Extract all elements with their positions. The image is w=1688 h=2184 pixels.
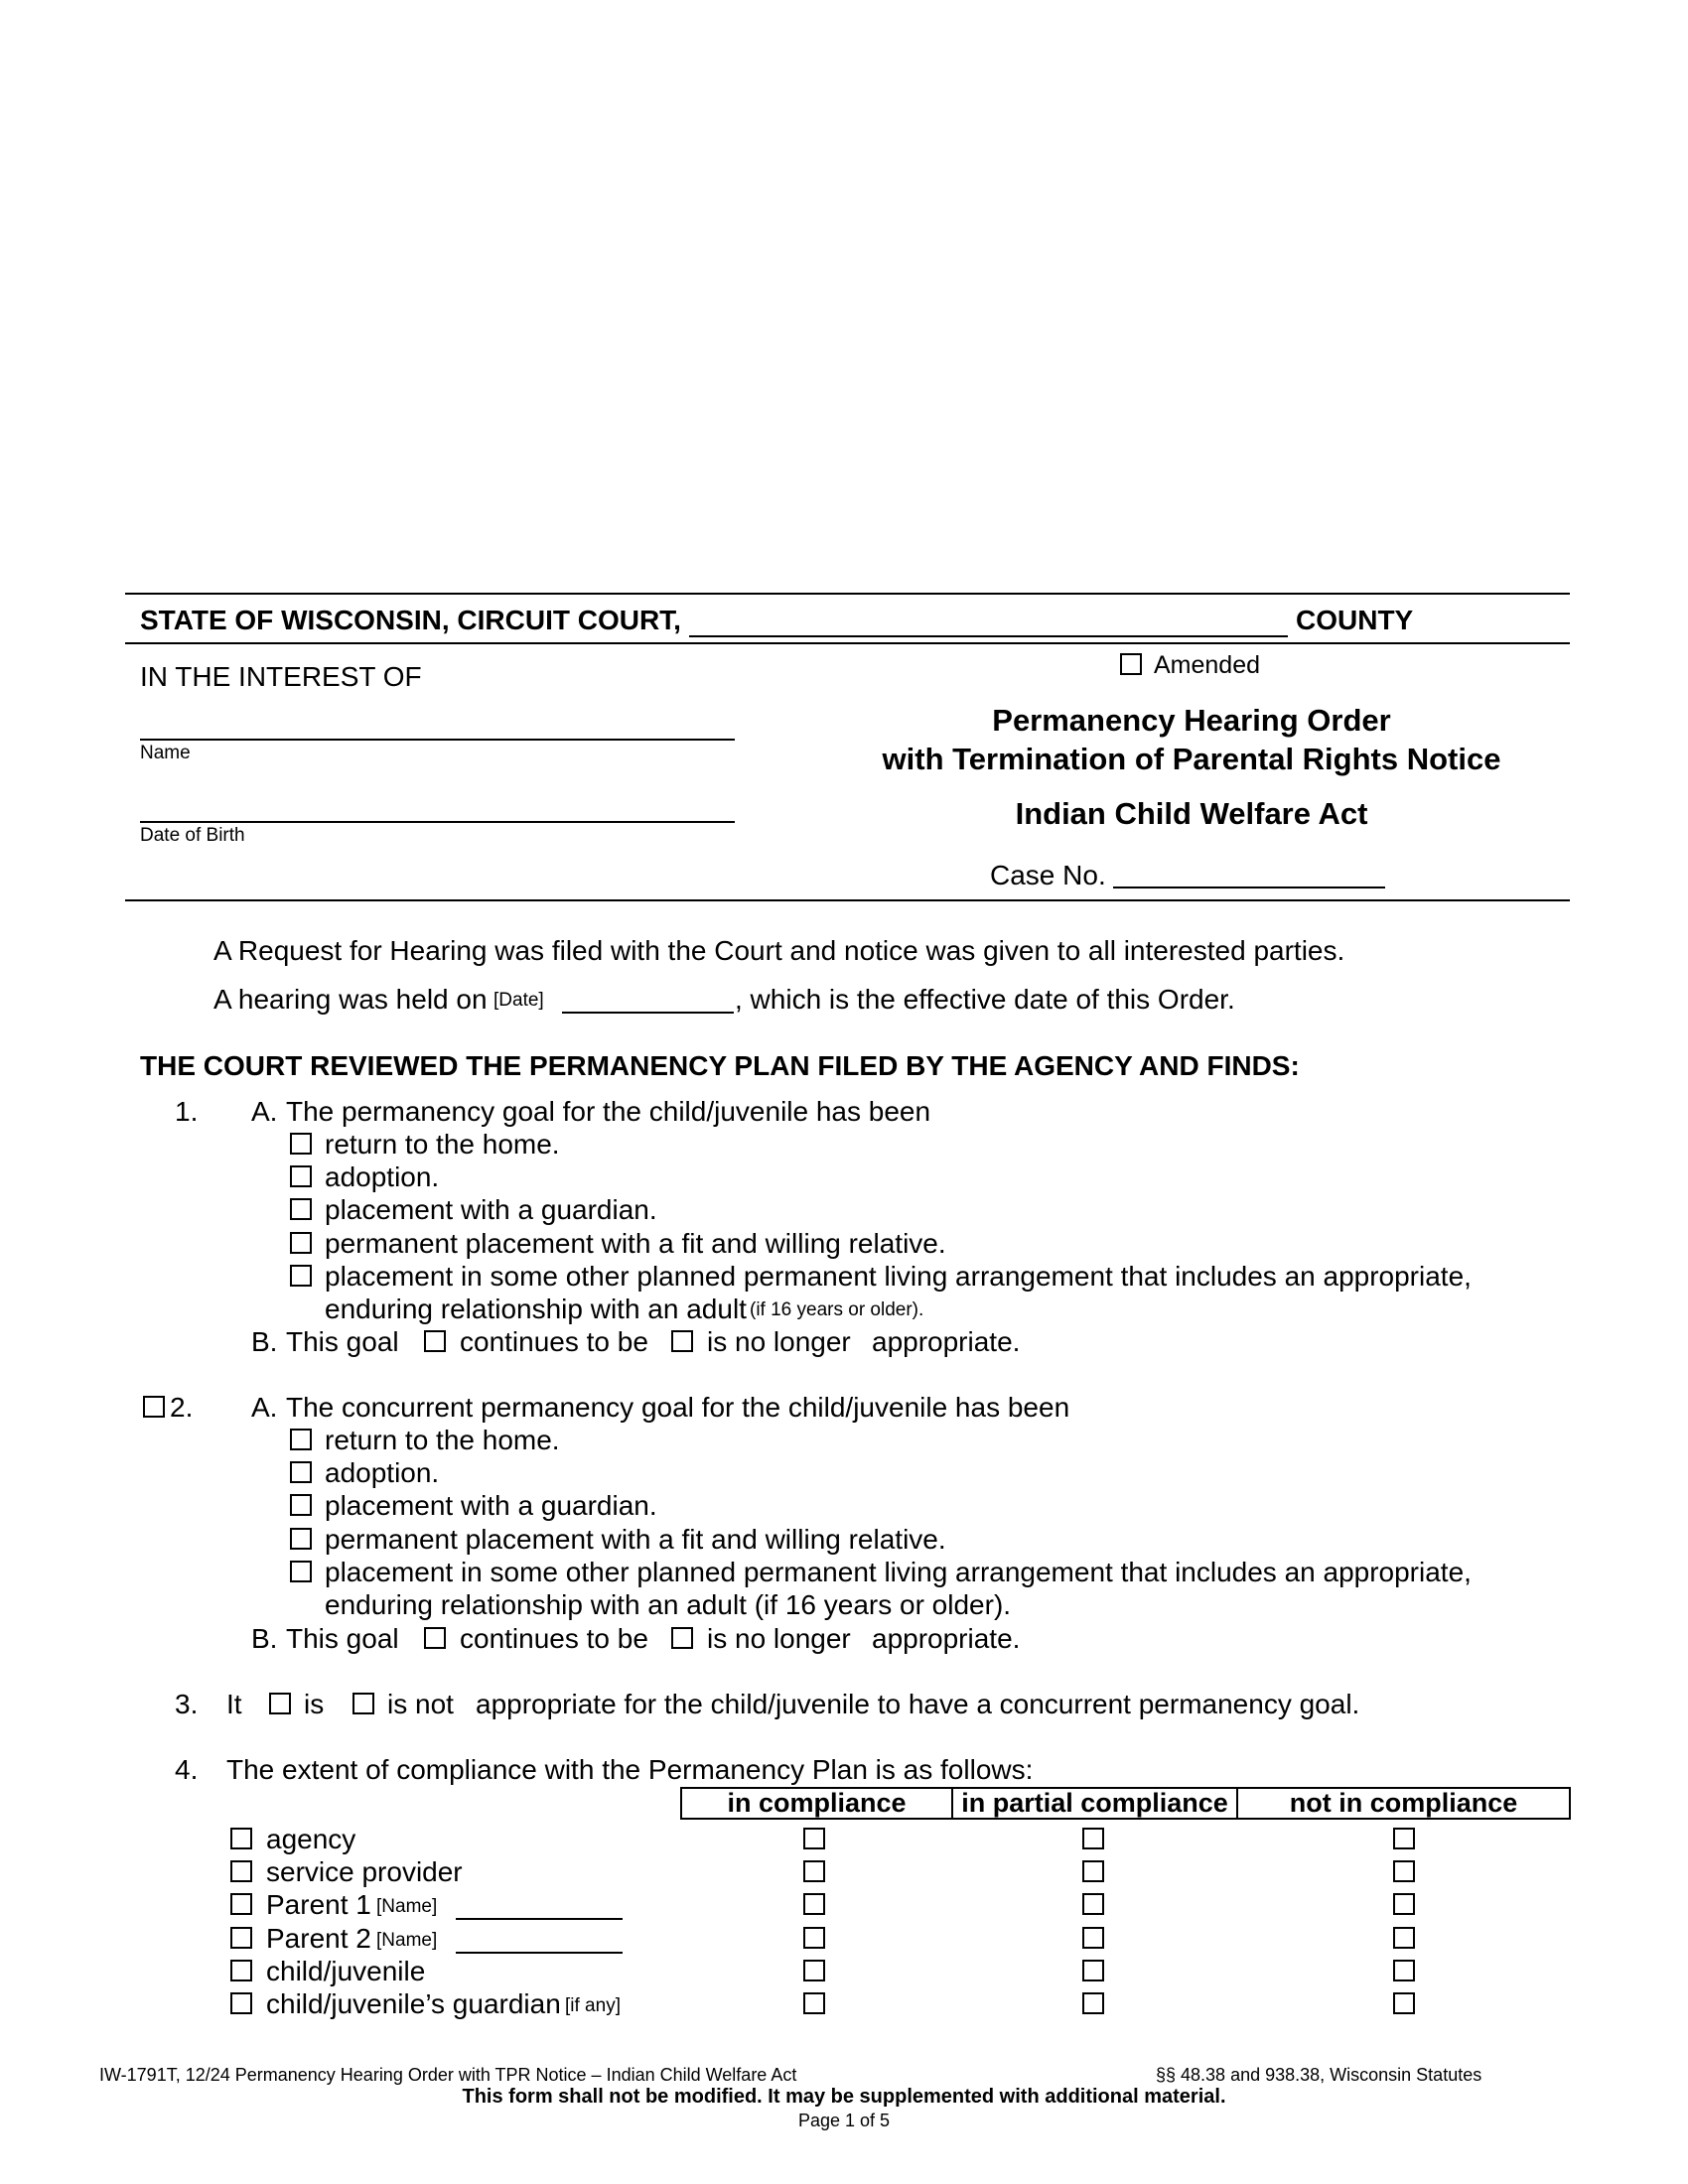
intro-line2-suffix: , which is the effective date of this Order. [735, 984, 1235, 1015]
row-guardian-label: child/juvenile’s guardian [266, 1988, 561, 2019]
s3-tail: appropriate for the child/juvenile to have a concurrent permanency goal. [476, 1689, 1360, 1719]
s2-opt3-checkbox[interactable] [290, 1494, 312, 1516]
intro-line1: A Request for Hearing was filed with the Court and notice was given to all interested parties. [213, 935, 1345, 966]
s1-continues-label: continues to be [460, 1326, 648, 1357]
form-title-line2: with Termination of Parental Rights Notice [882, 742, 1501, 776]
row-parent2-checkbox[interactable] [230, 1927, 252, 1949]
form-subtitle: Indian Child Welfare Act [1015, 796, 1368, 831]
row-parent1-hint: [Name] [376, 1896, 438, 1917]
parent1-partial[interactable] [1082, 1893, 1104, 1915]
agency-partial[interactable] [1082, 1828, 1104, 1849]
s4-text: The extent of compliance with the Permanency Plan is as follows: [226, 1754, 1034, 1785]
s2-appropriate: appropriate. [872, 1623, 1021, 1654]
guardian-not[interactable] [1393, 1992, 1415, 2014]
dob-caption: Date of Birth [140, 825, 245, 846]
s3-is-label: is [304, 1689, 325, 1719]
s1-b-label: B. [251, 1326, 278, 1357]
s1-continues-checkbox[interactable] [424, 1330, 446, 1352]
s2-a-label: A. [251, 1392, 278, 1423]
child-in-compliance[interactable] [803, 1960, 825, 1981]
parent1-not[interactable] [1393, 1893, 1415, 1915]
header-rule-2 [125, 642, 1570, 644]
s1-a-label: A. [251, 1096, 278, 1127]
s1-b-text: This goal [286, 1326, 399, 1357]
s2-opt1-label: return to the home. [325, 1425, 560, 1455]
s1-number: 1. [175, 1096, 199, 1127]
row-agency-checkbox[interactable] [230, 1828, 252, 1849]
s2-number: 2. [170, 1392, 194, 1423]
row-service-provider-label: service provider [266, 1856, 463, 1887]
row-service-provider-checkbox[interactable] [230, 1860, 252, 1882]
row-child-label: child/juvenile [266, 1956, 426, 1986]
row-agency-label: agency [266, 1824, 356, 1854]
service-provider-partial[interactable] [1082, 1860, 1104, 1882]
s1-opt5-checkbox[interactable] [290, 1265, 312, 1287]
interest-of-label: IN THE INTEREST OF [140, 661, 422, 692]
col-not-in-compliance: not in compliance [1236, 1787, 1571, 1820]
s2-a-text: The concurrent permanency goal for the child/juvenile has been [286, 1392, 1070, 1423]
row-child-checkbox[interactable] [230, 1960, 252, 1981]
s1-no-longer-label: is no longer [707, 1326, 851, 1357]
child-partial[interactable] [1082, 1960, 1104, 1981]
service-provider-not[interactable] [1393, 1860, 1415, 1882]
s1-opt3-checkbox[interactable] [290, 1198, 312, 1220]
hearing-date-field[interactable] [562, 1012, 734, 1014]
parent2-not[interactable] [1393, 1927, 1415, 1949]
s1-opt2-label: adoption. [325, 1161, 440, 1192]
amended-label: Amended [1154, 651, 1261, 679]
col-partial-compliance: in partial compliance [951, 1787, 1238, 1820]
row-parent2-hint: [Name] [376, 1930, 438, 1951]
findings-heading: THE COURT REVIEWED THE PERMANENCY PLAN FILED BY THE AGENCY AND FINDS: [140, 1050, 1300, 1081]
service-provider-in-compliance[interactable] [803, 1860, 825, 1882]
s2-opt5-cont: enduring relationship with an adult (if 16 years or older). [325, 1589, 1012, 1620]
case-no-field[interactable] [1113, 887, 1385, 888]
s1-appropriate: appropriate. [872, 1326, 1021, 1357]
s2-b-text: This goal [286, 1623, 399, 1654]
row-parent1-checkbox[interactable] [230, 1893, 252, 1915]
s2-no-longer-label: is no longer [707, 1623, 851, 1654]
s1-opt4-checkbox[interactable] [290, 1232, 312, 1254]
s2-continues-label: continues to be [460, 1623, 648, 1654]
footer-page: Page 1 of 5 [797, 2111, 891, 2130]
county-name-field[interactable] [689, 635, 1288, 637]
footer-form-id: IW-1791T, 12/24 Permanency Hearing Order with TPR Notice – Indian Child Welfare Act [99, 2065, 797, 2085]
s1-opt2-checkbox[interactable] [290, 1165, 312, 1187]
guardian-in-compliance[interactable] [803, 1992, 825, 2014]
dob-field[interactable] [140, 821, 735, 823]
name-caption: Name [140, 743, 191, 763]
row-parent2-label: Parent 2 [266, 1923, 371, 1954]
header-top-rule [125, 593, 1570, 595]
s2-opt2-checkbox[interactable] [290, 1461, 312, 1483]
s2-opt5-checkbox[interactable] [290, 1561, 312, 1582]
guardian-partial[interactable] [1082, 1992, 1104, 2014]
s3-lead: It [226, 1689, 242, 1719]
name-field[interactable] [140, 739, 735, 741]
row-guardian-checkbox[interactable] [230, 1992, 252, 2014]
agency-not[interactable] [1393, 1828, 1415, 1849]
header-bottom-rule [125, 899, 1570, 901]
s1-no-longer-checkbox[interactable] [671, 1330, 693, 1352]
county-label: COUNTY [1296, 605, 1414, 635]
parent1-name-field[interactable] [456, 1918, 623, 1920]
s2-opt3-label: placement with a guardian. [325, 1490, 657, 1521]
s2-opt5-label: placement in some other planned permanent living arrangement that includes an appropriate, [325, 1557, 1472, 1587]
s3-number: 3. [175, 1689, 199, 1719]
footer-notice: This form shall not be modified. It may be supplemented with additional material. [462, 2086, 1226, 2108]
s2-checkbox[interactable] [143, 1396, 165, 1418]
s1-opt1-label: return to the home. [325, 1129, 560, 1160]
s2-no-longer-checkbox[interactable] [671, 1627, 693, 1649]
s2-opt2-label: adoption. [325, 1457, 440, 1488]
s2-opt1-checkbox[interactable] [290, 1429, 312, 1450]
s1-opt1-checkbox[interactable] [290, 1133, 312, 1155]
footer-statutes: §§ 48.38 and 938.38, Wisconsin Statutes [1156, 2065, 1482, 2085]
row-guardian-hint: [if any] [565, 1995, 621, 2016]
parent2-name-field[interactable] [456, 1952, 623, 1954]
court-label: STATE OF WISCONSIN, CIRCUIT COURT, [140, 605, 681, 635]
case-no-label: Case No. [990, 860, 1106, 890]
s3-is-not-label: is not [387, 1689, 454, 1719]
parent2-partial[interactable] [1082, 1927, 1104, 1949]
s1-opt5-cont-small: (if 16 years or older). [750, 1299, 924, 1320]
parent2-in-compliance[interactable] [803, 1927, 825, 1949]
s3-is-checkbox[interactable] [269, 1693, 291, 1714]
intro-line2-prefix: A hearing was held on [213, 984, 488, 1015]
parent1-in-compliance[interactable] [803, 1893, 825, 1915]
s1-opt4-label: permanent placement with a fit and willing relative. [325, 1228, 946, 1259]
s2-opt4-checkbox[interactable] [290, 1528, 312, 1550]
form-title-line1: Permanency Hearing Order [992, 703, 1391, 738]
s2-b-label: B. [251, 1623, 278, 1654]
s1-opt3-label: placement with a guardian. [325, 1194, 657, 1225]
agency-in-compliance[interactable] [803, 1828, 825, 1849]
s2-opt4-label: permanent placement with a fit and willing relative. [325, 1524, 946, 1555]
s3-is-not-checkbox[interactable] [352, 1693, 374, 1714]
s1-a-text: The permanency goal for the child/juvenile has been [286, 1096, 931, 1127]
s2-continues-checkbox[interactable] [424, 1627, 446, 1649]
s1-opt5-label: placement in some other planned permanent living arrangement that includes an appropriate, [325, 1261, 1472, 1292]
date-hint: [Date] [493, 990, 544, 1011]
row-parent1-label: Parent 1 [266, 1889, 371, 1920]
s4-number: 4. [175, 1754, 199, 1785]
child-not[interactable] [1393, 1960, 1415, 1981]
col-in-compliance: in compliance [680, 1787, 953, 1820]
amended-checkbox[interactable] [1120, 653, 1142, 675]
s1-opt5-cont: enduring relationship with an adult [325, 1294, 747, 1324]
